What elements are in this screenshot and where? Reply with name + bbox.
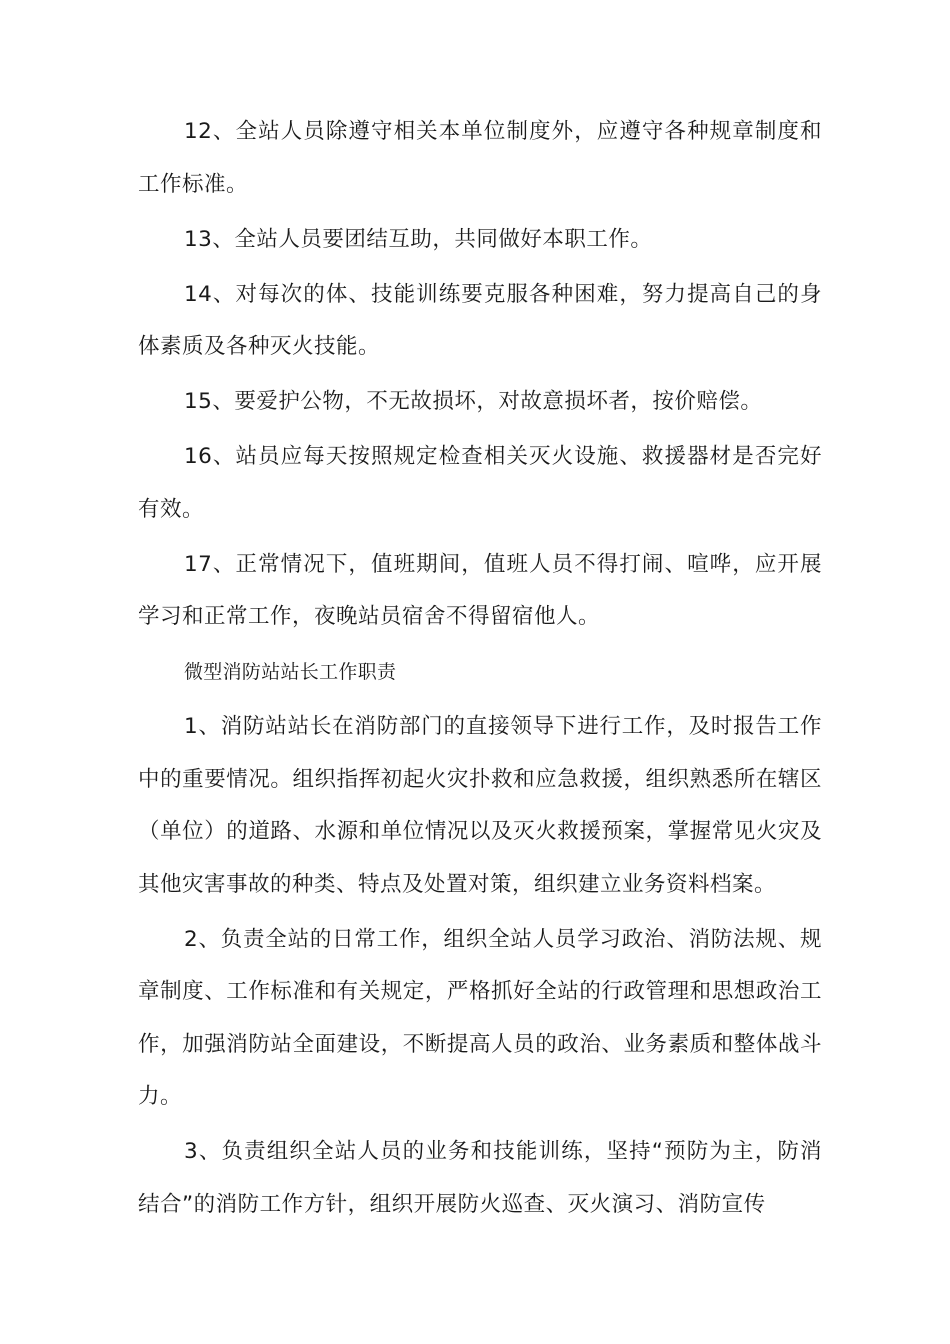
duty-paragraph-2: 2、负责全站的日常工作，组织全站人员学习政治、消防法规、规章制度、工作标准和有关规定，严格抓好全站的行政管理和思想政治工作，加强消防站全面建设，不断提高人员的政治、业务素质和整体战斗力。 bbox=[138, 926, 822, 1109]
duty-paragraph-1: 1、消防站站长在消防部门的直接领导下进行工作，及时报告工作中的重要情况。组织指挥初起火灾扑救和应急救援，组织熟悉所在辖区（单位）的道路、水源和单位情况以及灭火救援预案，掌握常见火灾及其他灾害事故的种类、特点及处置对策，组织建立业务资料档案。 bbox=[138, 714, 822, 897]
rule-paragraph-15: 15、要爱护公物，不无故损坏，对故意损坏者，按价赔偿。 bbox=[184, 389, 763, 414]
document-body bbox=[138, 106, 822, 1234]
section-heading: 微型消防站站长工作职责 bbox=[184, 661, 397, 683]
rule-paragraph-16: 16、站员应每天按照规定检查相关灭火设施、救援器材是否完好有效。 bbox=[138, 444, 822, 522]
rule-paragraph-13: 13、全站人员要团结互助，共同做好本职工作。 bbox=[184, 226, 653, 252]
rule-paragraph-14: 14、对每次的体、技能训练要克服各种困难，努力提高自己的身体素质及各种灭火技能。 bbox=[138, 281, 822, 359]
duty-paragraph-3: 3、负责组织全站人员的业务和技能训练，坚持“预防为主，防消结合”的消防工作方针，组织开展防火巡查、灭火演习、消防宣传 bbox=[138, 1139, 822, 1217]
rule-paragraph-12: 12、全站人员除遵守相关本单位制度外，应遵守各种规章制度和工作标准。 bbox=[138, 119, 822, 197]
rule-paragraph-17: 17、正常情况下，值班期间，值班人员不得打闹、喧哗，应开展学习和正常工作，夜晚站员宿舍不得留宿他人。 bbox=[138, 551, 822, 629]
